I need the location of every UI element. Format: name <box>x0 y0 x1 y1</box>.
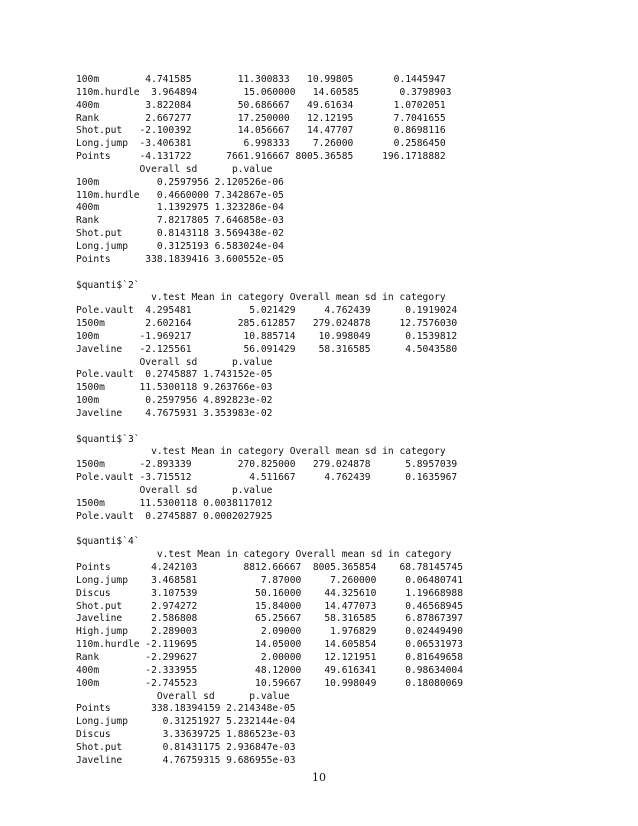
output-line: $quanti$`2` <box>76 279 140 291</box>
output-line: Long.jump -3.406381 6.998333 7.26000 0.2586450 <box>76 138 446 150</box>
output-line: Shot.put 2.974272 15.84000 14.477073 0.46568945 <box>76 600 463 612</box>
output-line: 1500m 11.5300118 9.263766e-03 <box>76 382 273 394</box>
output-line: $quanti$`3` <box>76 433 140 445</box>
output-line: Points 4.242103 8812.66667 8005.365854 68.78145745 <box>76 562 463 574</box>
output-line: Long.jump 3.468581 7.87000 7.260000 0.06480741 <box>76 574 463 586</box>
page-number: 10 <box>312 771 326 784</box>
output-line: Shot.put 0.8143118 3.569438e-02 <box>76 228 284 240</box>
output-line: Shot.put -2.100392 14.056667 14.47707 0.8698116 <box>76 125 446 137</box>
output-line: $quanti$`4` <box>76 536 140 548</box>
output-line: Pole.vault 0.2745887 1.743152e-05 <box>76 369 273 381</box>
blank-line <box>76 267 463 280</box>
output-line: Overall sd p.value <box>76 356 273 368</box>
output-line: v.test Mean in category Overall mean sd in category <box>76 292 446 304</box>
output-line: 110m.hurdle -2.119695 14.05000 14.605854 0.06531973 <box>76 639 463 651</box>
output-line: 100m -2.745523 10.59667 10.998049 0.18080069 <box>76 677 463 689</box>
r-output-text <box>76 74 463 768</box>
blank-line <box>76 524 463 537</box>
output-line: 110m.hurdle 0.4660000 7.342867e-05 <box>76 189 284 201</box>
output-line: Rank -2.299627 2.00000 12.121951 0.81649658 <box>76 651 463 663</box>
output-line: Pole.vault -3.715512 4.511667 4.762439 0.1635967 <box>76 472 458 484</box>
output-line: v.test Mean in category Overall mean sd in category <box>76 549 452 561</box>
output-line: 400m 3.822084 50.686667 49.61634 1.0702051 <box>76 99 446 111</box>
output-line: Pole.vault 4.295481 5.021429 4.762439 0.1919024 <box>76 305 458 317</box>
output-line: Long.jump 0.3125193 6.583024e-04 <box>76 240 284 252</box>
output-line: 100m 0.2597956 2.120526e-06 <box>76 176 284 188</box>
output-line: Points 338.1839416 3.600552e-05 <box>76 253 284 265</box>
output-line: Overall sd p.value <box>76 485 273 496</box>
output-line: High.jump 2.289003 2.09000 1.976829 0.02449490 <box>76 626 463 638</box>
output-line: Points -4.131722 7661.916667 8005.36585 196.1718882 <box>76 151 446 163</box>
output-line: Discus 3.33639725 1.886523e-03 <box>76 729 296 741</box>
output-line: Pole.vault 0.2745887 0.0002027925 <box>76 510 273 522</box>
output-line: Points 338.18394159 2.214348e-05 <box>76 703 296 715</box>
output-line: Long.jump 0.31251927 5.232144e-04 <box>76 716 296 728</box>
output-line: 400m 1.1392975 1.323286e-04 <box>76 202 284 214</box>
output-line: 100m 0.2597956 4.892823e-02 <box>76 395 273 407</box>
output-line: Overall sd p.value <box>76 690 290 702</box>
blank-line <box>76 421 463 434</box>
output-line: 1500m 2.602164 285.612857 279.024878 12.7576030 <box>76 318 458 330</box>
output-line: Javeline 2.586808 65.25667 58.316585 6.87867397 <box>76 613 463 625</box>
output-line: 100m -1.969217 10.885714 10.998049 0.1539812 <box>76 330 458 342</box>
output-line: Overall sd p.value <box>76 163 273 175</box>
output-line: 100m 4.741585 11.300833 10.99805 0.1445947 <box>76 74 446 85</box>
output-line: Javeline 4.76759315 9.686955e-03 <box>76 754 296 766</box>
output-line: Shot.put 0.81431175 2.936847e-03 <box>76 741 296 753</box>
output-line: 400m -2.333955 48.12000 49.616341 0.98634004 <box>76 664 463 676</box>
output-line: Discus 3.107539 50.16000 44.325610 1.19668988 <box>76 587 463 599</box>
output-line: 110m.hurdle 3.964894 15.060000 14.60585 0.3798903 <box>76 86 452 98</box>
output-line: 1500m 11.5300118 0.0038117012 <box>76 497 273 509</box>
output-line: Javeline 4.7675931 3.353983e-02 <box>76 407 273 419</box>
output-line: Rank 7.8217805 7.646858e-03 <box>76 215 284 227</box>
output-line: Rank 2.667277 17.250000 12.12195 7.7041655 <box>76 112 446 124</box>
output-line: v.test Mean in category Overall mean sd in category <box>76 446 446 458</box>
output-line: Javeline -2.125561 56.091429 58.316585 4.5043580 <box>76 343 458 355</box>
output-line: 1500m -2.893339 270.825000 279.024878 5.8957039 <box>76 459 458 471</box>
